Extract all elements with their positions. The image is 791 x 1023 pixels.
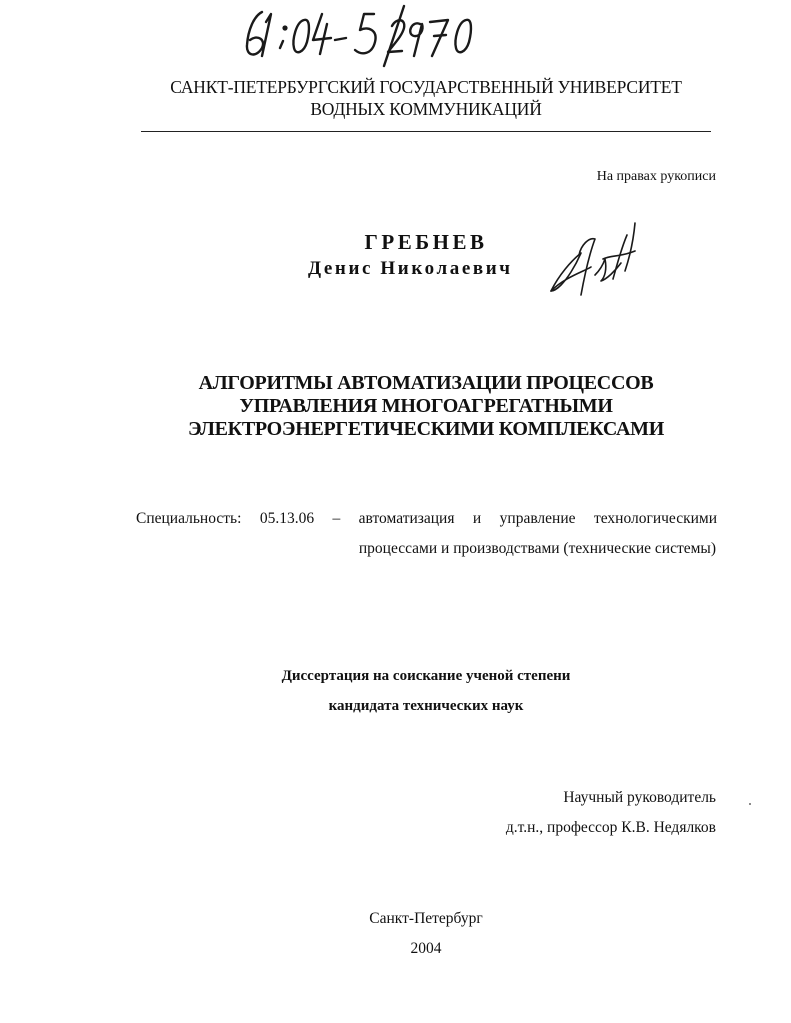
advisor-name: д.т.н., профессор К.В. Недялков <box>505 819 716 836</box>
university-name-line-1: САНКТ-ПЕТЕРБУРГСКИЙ ГОСУДАРСТВЕННЫЙ УНИВЕРСИТЕТ <box>170 77 682 97</box>
scan-speck <box>749 803 751 805</box>
university-name <box>0 76 791 120</box>
specialty-line-1: Специальность: 05.13.06 – автоматизация и управление технологическими <box>136 510 717 527</box>
degree-line-2: кандидата технических наук <box>328 698 524 714</box>
handwritten-archive-code <box>0 0 500 75</box>
scientific-advisor <box>506 783 716 843</box>
rights-note: На правах рукописи <box>596 169 716 184</box>
footer-city: Санкт-Петербург <box>369 910 483 927</box>
footer-year: 2004 <box>410 940 442 957</box>
author-surname: ГРЕБНЕВ <box>364 230 488 254</box>
header-divider <box>141 131 711 132</box>
footer <box>0 904 791 964</box>
university-name-line-2: ВОДНЫХ КОММУНИКАЦИЙ <box>310 99 542 119</box>
dissertation-title <box>0 372 791 441</box>
degree-line-1: Диссертация на соискание ученой степени <box>281 668 571 684</box>
author-signature <box>545 215 645 310</box>
specialty-line-2: процессами и производствами (технические системы) <box>358 540 716 557</box>
advisor-label: Научный руководитель <box>563 789 716 806</box>
title-line-2: УПРАВЛЕНИЯ МНОГОАГРЕГАТНЫМИ <box>239 395 613 417</box>
title-line-1: АЛГОРИТМЫ АВТОМАТИЗАЦИИ ПРОЦЕССОВ <box>198 372 654 394</box>
title-line-3: ЭЛЕКТРОЭНЕРГЕТИЧЕСКИМИ КОМПЛЕКСАМИ <box>187 418 664 440</box>
author-name: Денис Николаевич <box>308 258 513 279</box>
degree-statement <box>0 661 791 721</box>
